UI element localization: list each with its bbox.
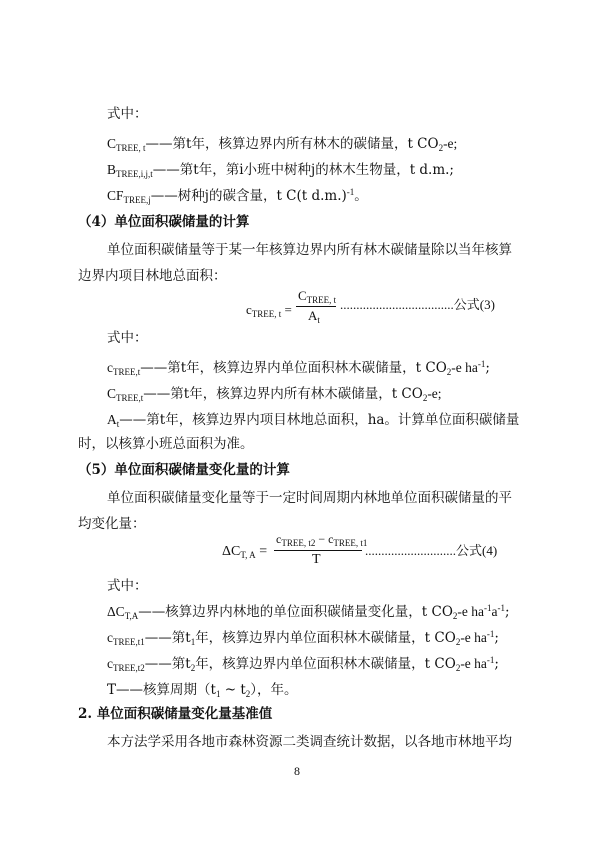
where-label-3: 式中： xyxy=(107,578,148,594)
def-text: ——第t年，核算边界内所有林木的碳储量，t CO xyxy=(145,136,439,152)
def-tail: -e ha xyxy=(460,630,487,645)
def-tail: -e; xyxy=(427,386,442,401)
def-text-end: ），年。 xyxy=(250,682,298,698)
formula-3-fraction-bar xyxy=(296,306,336,307)
symbol-b-tree: $B_{TREE,i,j,t}$ xyxy=(107,162,153,179)
def-tail: -e ha xyxy=(460,656,487,671)
def-c-big-tree: $C_{TREE,t}——$第t年，核算边界内所有林木碳储量，t $CO_2-e$; xyxy=(107,386,442,403)
where-label-2: 式中： xyxy=(107,330,148,346)
def-text: T——核算周期（t xyxy=(107,682,216,698)
def-text: ——第t年，核算边界内所有林木碳储量，t CO xyxy=(143,386,423,402)
def-c-small-tree: $c_{TREE,t}——$第t年，核算边界内单位面积林木碳储量，t $CO_2-e$ $ha^{-1}$; xyxy=(107,359,490,377)
symbol-c-tree-t1: $c_{TREE,t1}$ xyxy=(107,630,145,647)
def-text: ——树种j的碳含量，t C(t d.m.) xyxy=(150,188,347,204)
def-tail: -e ha xyxy=(457,604,485,619)
formula-4-fraction-bar xyxy=(274,550,362,551)
symbol-delta-c: $\Delta C_{T,A}$ xyxy=(107,604,139,621)
paragraph-2-line-1: 本方法学采用各地市森林资源二类调查统计数据，以各地市林地平均 xyxy=(107,734,512,750)
def-period-t: T——核算周期（$t_1$ ~ $t_2$），年。 xyxy=(107,682,298,699)
formula-4-denominator: T xyxy=(312,552,321,567)
symbol-c-small-tree: $c_{TREE,t}$ xyxy=(107,360,141,377)
def-b-tree xyxy=(107,160,454,180)
paragraph-4-line-1: 单位面积碳储量等于某一年核算边界内所有林木碳储量除以当年核算 xyxy=(107,242,512,258)
def-cf-tree: $CF_{TREE,j}——$树种j的碳含量，t C(t d.m.)$^{-1}$。 xyxy=(107,187,368,205)
symbol-a-t: $A_t$ xyxy=(107,412,120,429)
def-a-t xyxy=(107,410,519,430)
def-c-tree-t2: $c_{TREE,t2}——$第$t_2$年，核算边界内单位面积林木碳储量，t $CO_2-e$ $ha^{-1}$; xyxy=(107,655,499,673)
symbol-c-tree-t2: $c_{TREE,t2}$ xyxy=(107,656,145,673)
formula-3-lhs: $c_{TREE, t}$ = xyxy=(246,302,292,319)
def-tail: -e ha xyxy=(451,360,478,375)
def-tail: 。 xyxy=(354,188,368,204)
section-heading-2: 2. 单位面积碳储量变化量基准值 xyxy=(78,706,273,722)
def-text: ——第t xyxy=(144,656,191,672)
def-text-2: 年，核算边界内单位面积林木碳储量，t CO xyxy=(195,630,456,646)
def-a-t-cont: 时，以核算小班总面积为准。 xyxy=(78,436,254,452)
def-text: ——第t年，核算边界内项目林地总面积，ha。计算单位面积碳储量 xyxy=(119,412,520,428)
formula-3-denominator: $A_t$ xyxy=(308,308,320,325)
paragraph-4-line-2: 边界内项目林地总面积： xyxy=(78,268,227,284)
def-delta-c: $\Delta C_{T,A}——$核算边界内林地的单位面积碳储量变化量，t $CO_2-e$ $ha^{-1}a^{-1}$; xyxy=(107,603,510,621)
where-label-1: 式中： xyxy=(107,106,148,122)
paragraph-5-line-2: 均变化量： xyxy=(78,516,146,532)
def-text: ——第t xyxy=(144,630,191,646)
section-heading-4: （4）单位面积碳储量的计算 xyxy=(78,214,250,230)
def-text: ——核算边界内林地的单位面积碳储量变化量，t CO xyxy=(138,604,453,620)
symbol-c-tree-t: $C_{TREE, t}$ xyxy=(107,136,146,153)
formula-4-numerator: $c_{TREE, t2} - c_{TREE, t1}$ xyxy=(276,532,368,548)
def-c-tree-t1: $c_{TREE,t1}——$第$t_1$年，核算边界内单位面积林木碳储量，t $CO_2-e$ $ha^{-1}$; xyxy=(107,629,499,647)
section-heading-5: （5）单位面积碳储量变化量的计算 xyxy=(78,462,290,478)
formula-4-lhs: $\Delta C_{T, A}$ = xyxy=(222,544,268,560)
def-text: ——第t年，第i小班中树种j的林木生物量，t d.m.; xyxy=(152,162,454,178)
def-text-mid: ~ t xyxy=(220,682,246,698)
formula-3-label: ...................................公式(3) xyxy=(340,297,495,312)
def-text: ——第t年，核算边界内单位面积林木碳储量，t CO xyxy=(140,360,447,376)
def-c-tree-t: $C_{TREE, t}——$第t年，核算边界内所有林木的碳储量，t $CO_2-e$; xyxy=(107,136,458,153)
def-text-2: 年，核算边界内单位面积林木碳储量，t CO xyxy=(195,656,456,672)
page-number: 8 xyxy=(294,764,300,778)
paragraph-5-line-1: 单位面积碳储量变化量等于一定时间周期内林地单位面积碳储量的平 xyxy=(107,490,512,506)
def-tail: -e; xyxy=(443,136,458,151)
symbol-cf-tree: $CF_{TREE,j}$ xyxy=(107,188,151,205)
formula-4-label: ............................公式(4) xyxy=(365,543,498,558)
symbol-c-big-tree: $C_{TREE,t}$ xyxy=(107,386,144,403)
formula-3-numerator: $C_{TREE, t}$ xyxy=(298,288,337,305)
